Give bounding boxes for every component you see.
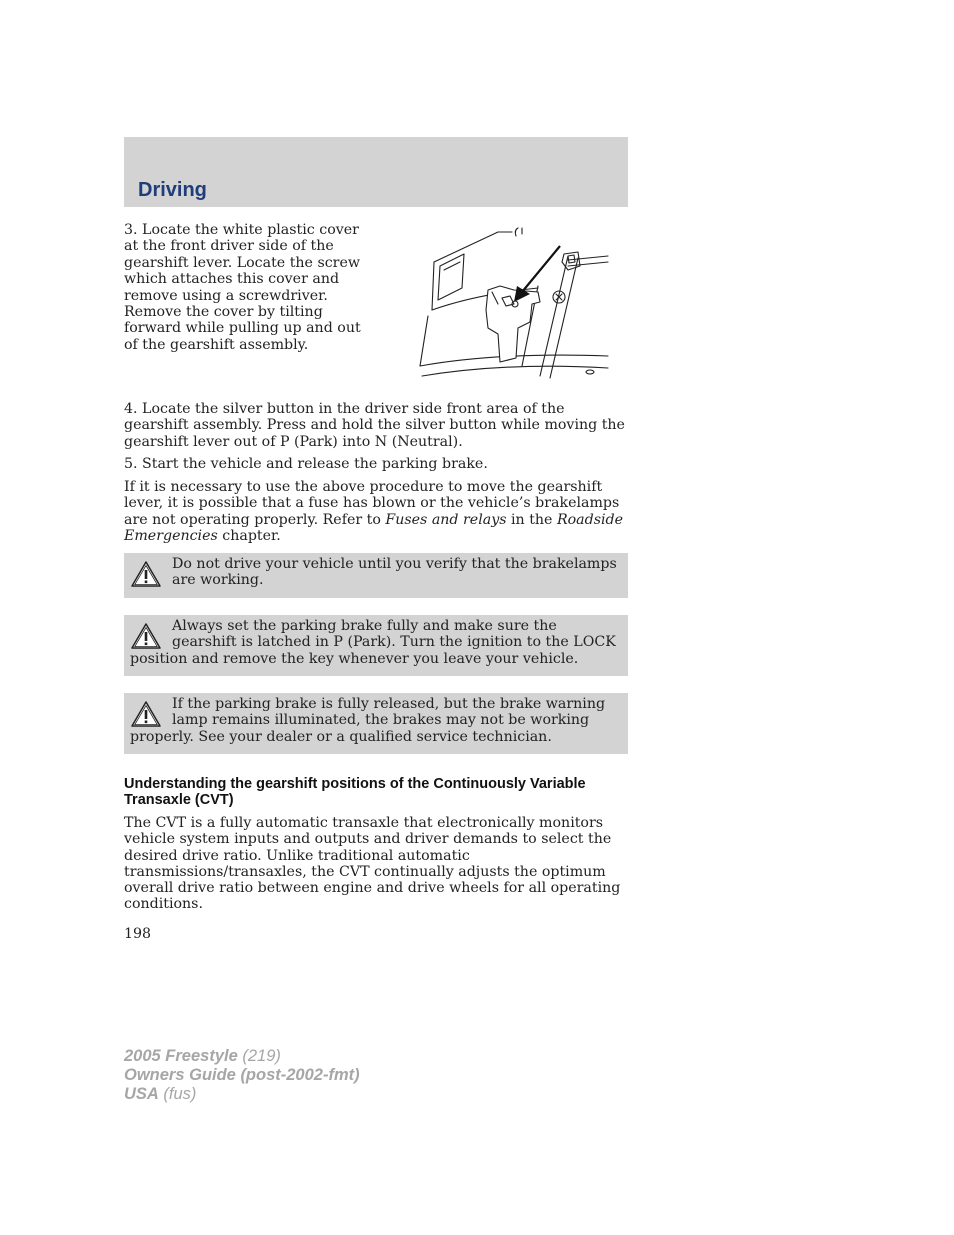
footer-line-1 [124,1047,360,1066]
fuse-note-text [124,479,628,544]
footer-line-3 [124,1085,360,1104]
warning-text-brake-lamp: If the parking brake is fully released, but the brake warning lamp remains illuminated, the brakes may not be working properly. See your dealer or a qualified service technician. [130,696,606,745]
warning-box-parking-brake [124,615,628,676]
footer-model: 2005 Freestyle [124,1047,238,1065]
warning-text-brakelamps: Do not drive your vehicle until you verify that the brakelamps are working. [172,556,617,589]
cvt-body-text: The CVT is a fully automatic transaxle that electronically monitors vehicle system inputs and outputs and driver demands to select the desired drive ratio. Unlike traditional automatic transmissions/transaxles, the CVT continually adjusts the optimum overall drive ratio between engine and drive wheels for all operating conditions. [124,815,621,913]
page-number: 198 [124,926,152,942]
warning-triangle-icon [130,622,162,650]
step-4-text: 4. Locate the silver button in the driver side front area of the gearshift assembly. Press and hold the silver button while moving the gearshift lever out of P (Park) into N (Neutral). [124,401,625,450]
step-5-text: 5. Start the vehicle and release the parking brake. [124,456,488,472]
footer-market-code: (fus) [158,1085,197,1103]
roadside-emergencies-reference: Roadside Emergencies [124,511,624,544]
fuse-note-part-3: chapter. [217,527,281,544]
gearshift-cover-illustration [418,226,614,386]
footer-market: USA [124,1085,159,1103]
warning-triangle-icon [130,700,162,728]
fuse-note-part-1: If it is necessary to use the above procedure to move the gearshift lever, it is possible that a fuse has blown or the vehicle’s brakelamps are not operating properly. Refer to [124,479,620,528]
footer-line-2: Owners Guide (post-2002-fmt) [124,1066,360,1084]
cvt-section-heading: Understanding the gearshift positions of the Continuously Variable Transaxle (CVT) [124,776,586,808]
warning-text-parking-brake: Always set the parking brake fully and make sure the gearshift is latched in P (Park). Turn the ignition to the LOCK position and remove the key whenever you leave your vehicle. [130,618,616,667]
fuse-note-part-2: in the [506,511,557,528]
warning-box-brakelamps [124,553,628,598]
section-title: Driving [138,179,207,201]
step-3-text: 3. Locate the white plastic cover at the front driver side of the gearshift lever. Locate the screw which attaches this cover and remove using a screwdriver. Remove the cover by tilting forward while pulling up and out of the gearshift assembly. [124,222,361,353]
warning-box-brake-lamp [124,693,628,754]
fuses-and-relays-reference: Fuses and relays [385,511,507,528]
document-footer [124,1047,360,1104]
section-header-band [124,137,628,207]
warning-triangle-icon [130,560,162,588]
footer-model-code: (219) [237,1047,281,1065]
